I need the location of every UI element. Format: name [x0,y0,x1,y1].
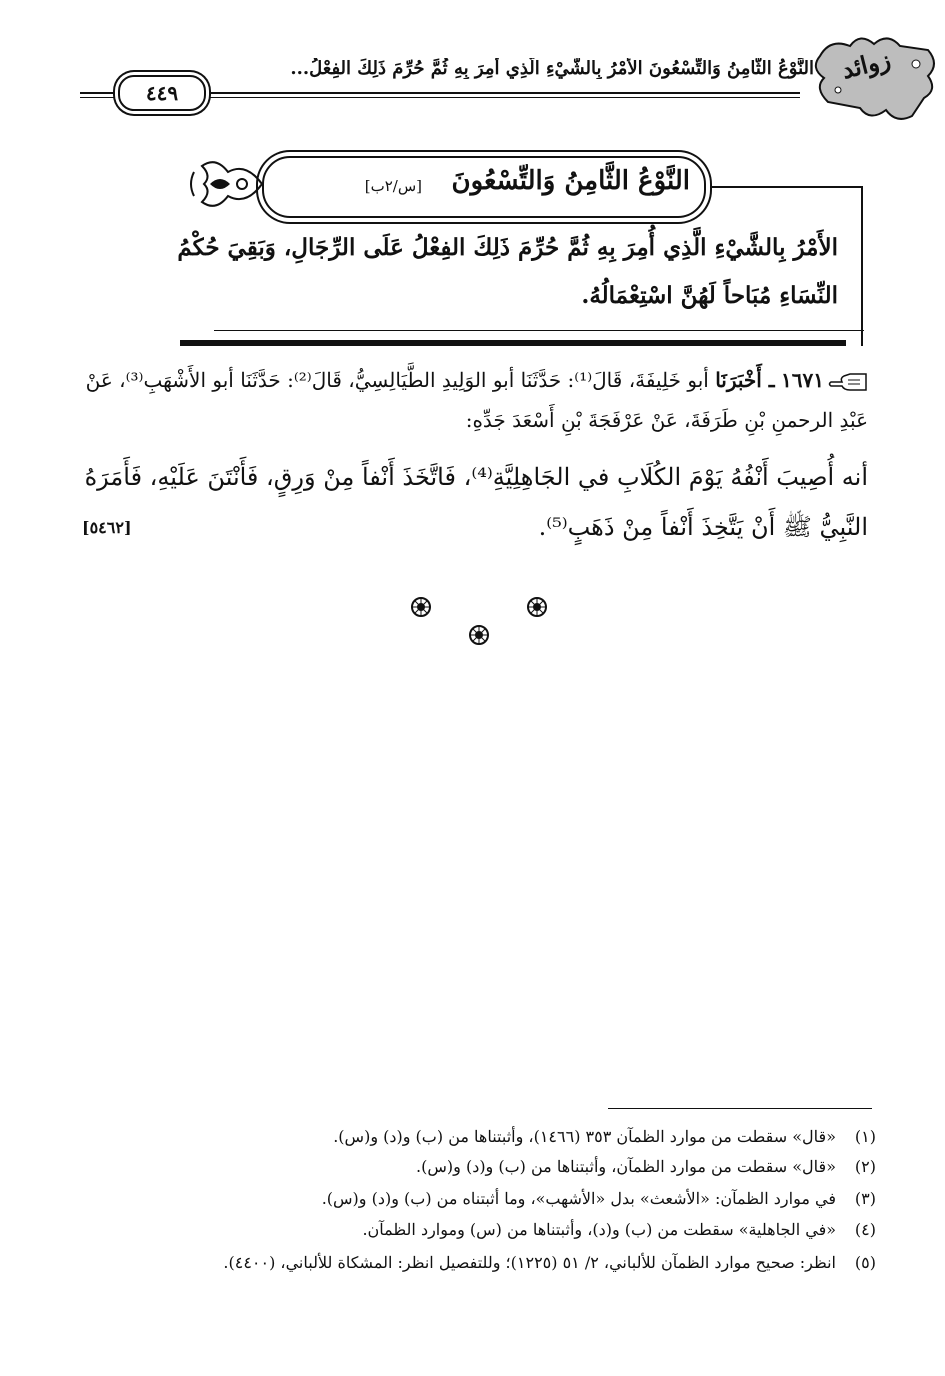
chapter-rule-thin [214,330,864,331]
footnote-text: «في الجاهلية» سقطت من (ب) و(د)، وأثبتناها من (س) وموارد الظمآن. [362,1220,836,1239]
footnote-rule [608,1108,872,1109]
chapter-frame-top [705,186,863,188]
rosette-ornament-icon [410,596,432,618]
footnote [72,1152,876,1182]
footnote-text: «قال» سقطت من موارد الظمآن، وأثبتناها من (ب) و(د) و(س). [416,1157,836,1176]
footnote [72,1248,876,1278]
footnote-number: (١) [854,1127,876,1146]
hadith-reference-code: [٥٤٦٢] [82,518,132,537]
hadith-isnad [80,360,868,440]
footnote-number: (٥) [854,1253,876,1272]
footnote-number: (٣) [854,1189,876,1208]
page-number: ٤٤٩ [118,75,206,111]
manuscript-reference: [س/٢ب] [364,177,422,195]
footnote [72,1184,876,1214]
running-title: النَّوْعُ الثَّامِنُ وَالتِّسْعُونَ الأَمْرُ بِالشَّيْءِ الَّذِي أُمِرَ بِهِ ثُمَّ حُرِّمَ ذَلِكَ الفِعْلُ... [290,58,814,79]
footnote [72,1215,876,1245]
rosette-ornament-icon [468,624,490,646]
rosette-ornament-icon [526,596,548,618]
chapter-rule-thick [180,340,846,346]
footnote-number: (٢) [854,1157,876,1176]
hadith-text: أنه أُصِيبَ أَنْفُهُ يَوْمَ الكُلَابِ في الجَاهِلِيَّةِ⁽⁴⁾، فَاتَّخَذَ أَنْفاً مِنْ وَرِقٍ، فَأَنْتَنَ عَلَيْهِ، فَأَمَرَهُ النَّبِيُّ ﷺ أَنْ يَتَّخِذَ أَنْفاً مِنْ ذَهَبٍ⁽⁵⁾. [84,463,868,541]
footnote-number: (٤) [854,1220,876,1239]
footnote-text: «قال» سقطت من موارد الظمآن ٣٥٣ (١٤٦٦)، وأثبتناها من (ب) و(د) و(س). [333,1127,836,1146]
chapter-description: الأَمْرُ بِالشَّيْءِ الَّذِي أُمِرَ بِهِ ثُمَّ حُرِّمَ ذَلِكَ الفِعْلُ عَلَى الرِّجَالِ، وَبَقِيَ حُكْمُ النِّسَاءِ مُبَاحاً لَهُنَّ اسْتِعْمَالُهُ. [177,234,838,309]
footnote-text: انظر: صحيح موارد الظمآن للألباني، ٢/ ٥١ (١٢٢٥)؛ وللتفصيل انظر: المشكاة للألباني، (٤٤٠٠). [223,1253,836,1272]
footnote [72,1122,876,1152]
footnote-text: في موارد الظمآن: «الأشعث» بدل «الأشهب»، وما أثبتناه من (ب) و(د) و(س). [321,1189,836,1208]
badge-label: زوائد [838,44,894,85]
chapter-frame-right [861,186,863,346]
hadith-chain: أبو خَلِيفَةَ، قَالَ⁽¹⁾: حَدَّثَنَا أبو الوَلِيدِ الطَّيَالِسِيُّ، قَالَ⁽²⁾: حَدَّثَنَا أبو الأَشْهَبِ⁽³⁾، عَنْ عَبْدِ الرحمنِ بْنِ طَرَفَةَ، عَنْ عَرْفَجَةَ بْنِ أَسْعَدَ جَدِّهِ: [85,368,868,432]
hadith-number: ١٦٧١ [781,368,824,392]
chapter-title: النَّوْعُ الثَّامِنُ وَالتِّسْعُونَ [451,166,690,196]
hadith-lead: ـ أَخْبَرَنَا [715,368,775,392]
flourish-ornament-icon [186,152,266,214]
